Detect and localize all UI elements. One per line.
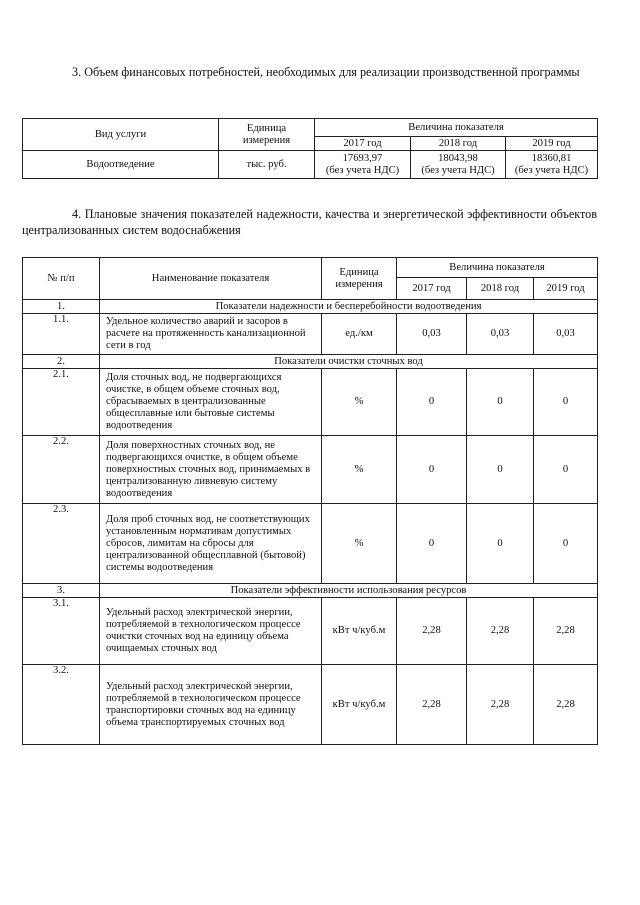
table-header-row	[23, 258, 598, 278]
section-3-title: 3. Объем финансовых потребностей, необходимых для реализации производственной программы	[72, 65, 580, 79]
unit-cell: %	[322, 504, 397, 584]
value-cell: 0	[534, 504, 598, 584]
value-cell	[506, 151, 598, 179]
value-amount: 18043,98	[438, 152, 478, 164]
section-row	[23, 584, 598, 598]
table-row	[23, 314, 598, 355]
value-cell	[411, 151, 506, 179]
value-cell: 2,28	[467, 665, 534, 745]
indicator-name: Доля сточных вод, не подвергающихся очистке, в общем объеме сточных вод, сбрасываемых в централизованные общесплавные или бытовые системы водоотведения	[100, 369, 322, 436]
row-num: 2.3.	[23, 504, 100, 584]
header-num: № п/п	[23, 258, 100, 300]
header-service: Вид услуги	[23, 119, 219, 151]
value-cell: 2,28	[534, 598, 598, 665]
row-num: 3.2.	[23, 665, 100, 745]
value-cell: 0	[397, 369, 467, 436]
value-cell: 0	[534, 369, 598, 436]
section-title: Показатели очистки сточных вод	[100, 355, 598, 369]
value-cell: 0	[467, 504, 534, 584]
indicator-name: Удельный расход электрической энергии, потребляемой в технологическом процессе очистки сточных вод на единицу объема очищаемых сточных вод	[100, 598, 322, 665]
value-cell: 0	[467, 369, 534, 436]
unit-cell: ед./км	[322, 314, 397, 355]
table-row	[23, 598, 598, 665]
header-name: Наименование показателя	[100, 258, 322, 300]
header-year: 2019 год	[534, 278, 598, 300]
value-cell: 2,28	[467, 598, 534, 665]
value-cell: 0	[397, 504, 467, 584]
indicator-name: Удельное количество аварий и засоров в расчете на протяженность канализационной сети в год	[100, 314, 322, 355]
value-cell	[315, 151, 411, 179]
row-num: 1.1.	[23, 314, 100, 355]
indicator-name: Доля поверхностных сточных вод, не подвергающихся очистке, в общем объеме поверхностных сточных вод, принимаемых в централизованную ливневую систему водоотведения	[100, 436, 322, 504]
table-row	[23, 151, 598, 179]
header-unit: Единица измерения	[219, 119, 315, 151]
table-row	[23, 504, 598, 584]
table-row	[23, 369, 598, 436]
indicator-name: Удельный расход электрической энергии, потребляемой в технологическом процессе транспортировки сточных вод на единицу объема транспортируемых сточных вод	[100, 665, 322, 745]
section-num: 3.	[23, 584, 100, 598]
header-year: 2019 год	[506, 137, 598, 151]
value-cell: 2,28	[534, 665, 598, 745]
vat-note: (без учета НДС)	[514, 164, 589, 176]
value-cell: 0,03	[467, 314, 534, 355]
header-year: 2017 год	[315, 137, 411, 151]
header-value: Величина показателя	[397, 258, 598, 278]
header-value: Величина показателя	[315, 119, 598, 137]
value-amount: 17693,97	[342, 152, 383, 164]
indicators-table	[22, 257, 598, 745]
financial-needs-table	[22, 118, 598, 179]
value-cell: 0,03	[397, 314, 467, 355]
value-cell: 0,03	[534, 314, 598, 355]
header-unit: Единица измерения	[322, 258, 397, 300]
section-title: Показатели надежности и бесперебойности водоотведения	[100, 300, 598, 314]
value-cell: 0	[397, 436, 467, 504]
unit-cell: кВт ч/куб.м	[322, 598, 397, 665]
vat-note: (без учета НДС)	[421, 164, 495, 176]
section-row	[23, 355, 598, 369]
value-cell: 2,28	[397, 598, 467, 665]
header-year: 2017 год	[397, 278, 467, 300]
section-title: Показатели эффективности использования ресурсов	[100, 584, 598, 598]
unit-cell: тыс. руб.	[219, 151, 315, 179]
row-num: 2.2.	[23, 436, 100, 504]
section-4-title: 4. Плановые значения показателей надежности, качества и энергетической эффективности объектов централизованных систем водоснабжения	[22, 207, 597, 237]
section-num: 2.	[23, 355, 100, 369]
indicator-name: Доля проб сточных вод, не соответствующих установленным нормативам допустимых сбросов, лимитам на сбросы для централизованной общесплавной (бытовой) системы водоотведения	[100, 504, 322, 584]
table-header-row	[23, 119, 598, 137]
unit-cell: %	[322, 436, 397, 504]
value-cell: 2,28	[397, 665, 467, 745]
service-cell: Водоотведение	[23, 151, 219, 179]
value-cell: 0	[467, 436, 534, 504]
vat-note: (без учета НДС)	[325, 164, 400, 176]
row-num: 3.1.	[23, 598, 100, 665]
header-year: 2018 год	[411, 137, 506, 151]
table-row	[23, 436, 598, 504]
row-num: 2.1.	[23, 369, 100, 436]
value-cell: 0	[534, 436, 598, 504]
table-row	[23, 665, 598, 745]
unit-cell: кВт ч/куб.м	[322, 665, 397, 745]
value-amount: 18360,81	[531, 152, 572, 164]
header-year: 2018 год	[467, 278, 534, 300]
section-num: 1.	[23, 300, 100, 314]
section-row	[23, 300, 598, 314]
unit-cell: %	[322, 369, 397, 436]
